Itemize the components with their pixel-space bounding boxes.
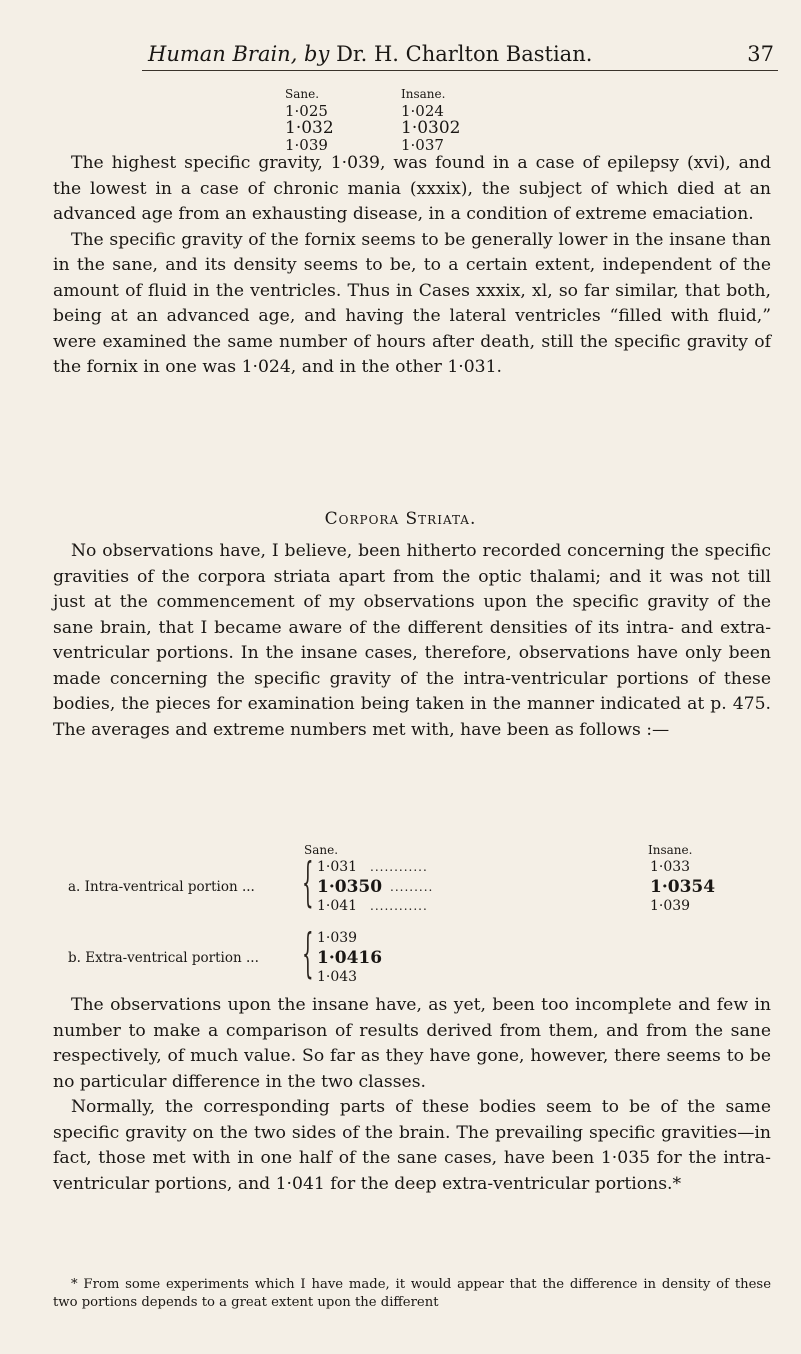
footnote: * From some experiments which I have made, it would appear that the difference in density of these two portions depends to a great extent upon the different [53,1277,771,1310]
table1-cell: 1·025 [285,102,328,120]
row-a-insane-min: 1·033 [650,859,691,875]
row-a-sane-max: 1·041 [317,898,358,914]
paragraph-block-1 [53,151,771,381]
table1-cell: 1·037 [401,136,444,154]
page-number: 37 [747,42,774,66]
row-a-sane-min: 1·031 [317,859,358,875]
row-b-sane-avg: 1·0416 [317,948,383,968]
fornix-table [285,86,535,154]
running-header [148,42,774,66]
paragraph: The observations upon the insane have, as yet, been too incomplete and few in number to make a comparison of results derived from them, and from the sane respectively, of much value. So far as they have gone, however, there seems to be no particular difference in the two classes. [53,995,771,1092]
paragraph: No observations have, I believe, been hitherto recorded concerning the specific gravities of the corpora striata apart from the optic thalami; and it was not till just at the commencement of my observations upon the specific gravity of the sane brain, that I became aware of the different densities of its intra- and extra-ventricular portions. In the insane cases, therefore, observations have only been made concerning the specific gravity of the intra-ventricular portions of these bodies, the pieces for examination being taken in the manner indicated at p. 475. The averages and extreme numbers met with, have been as follows :— [53,541,771,740]
brace-b: { [302,924,314,984]
row-a-sane-avg: 1·0350 [317,877,383,897]
row-b-sane-max: 1·043 [317,969,358,985]
header-author: Dr. H. Charlton Bastian. [336,42,593,66]
leader-dots: ............ [370,899,428,913]
table2-header-insane: Insane. [648,843,693,857]
leader-dots: ............ [370,860,428,874]
header-rule [142,70,778,71]
row-a-insane-max: 1·039 [650,898,691,914]
table1-cell: 1·024 [401,102,444,120]
paragraph: Normally, the corresponding parts of these bodies seem to be of the same specific gravity on the two sides of the brain. The prevailing specific gravities—in fact, those met with in one half of the sane cases, have been 1·035 for the intra-ventricular portions, and 1·041 for the deep extra-ventricular portions.* [53,1097,771,1194]
paragraph-block-2 [53,539,771,743]
row-a-insane-avg: 1·0354 [650,877,716,897]
table1-header-insane: Insane. [401,87,446,101]
table1-cell: 1·039 [285,136,328,154]
paragraph: The specific gravity of the fornix seems to be generally lower in the insane than in the sane, and its density seems to be, to a certain extent, independent of the amount of fluid in the ventricles. Thus in Cases xxxix, xl, so far similar, that both, being at an advanced age, and having the lateral ventricles “filled with fluid,” were examined the same number of hours after death, still the specific gravity of the fornix in one was 1·024, and in the other 1·031. [53,229,771,377]
brace-a: { [302,853,314,913]
table1-header-sane: Sane. [285,87,320,101]
table1-cell: 1·032 [285,118,334,138]
paragraph-block-3 [53,993,771,1197]
row-a-label: a. Intra-ventrical portion ... [68,879,255,895]
row-b-label: b. Extra-ventrical portion ... [68,950,259,966]
header-title: Human Brain, by [148,42,330,66]
table1-cell: 1·0302 [401,118,461,138]
row-b-sane-min: 1·039 [317,930,358,946]
paragraph: The highest specific gravity, 1·039, was found in a case of epilepsy (xvi), and the lowest in a case of chronic mania (xxxix), the subject of which died at an advanced age from an exhausting disease, in a condition of extreme emaciation. [53,153,771,224]
table2-header-sane: Sane. [304,843,339,857]
leader-dots: ......... [390,880,434,894]
section-heading: Corpora Striata. [324,509,477,529]
